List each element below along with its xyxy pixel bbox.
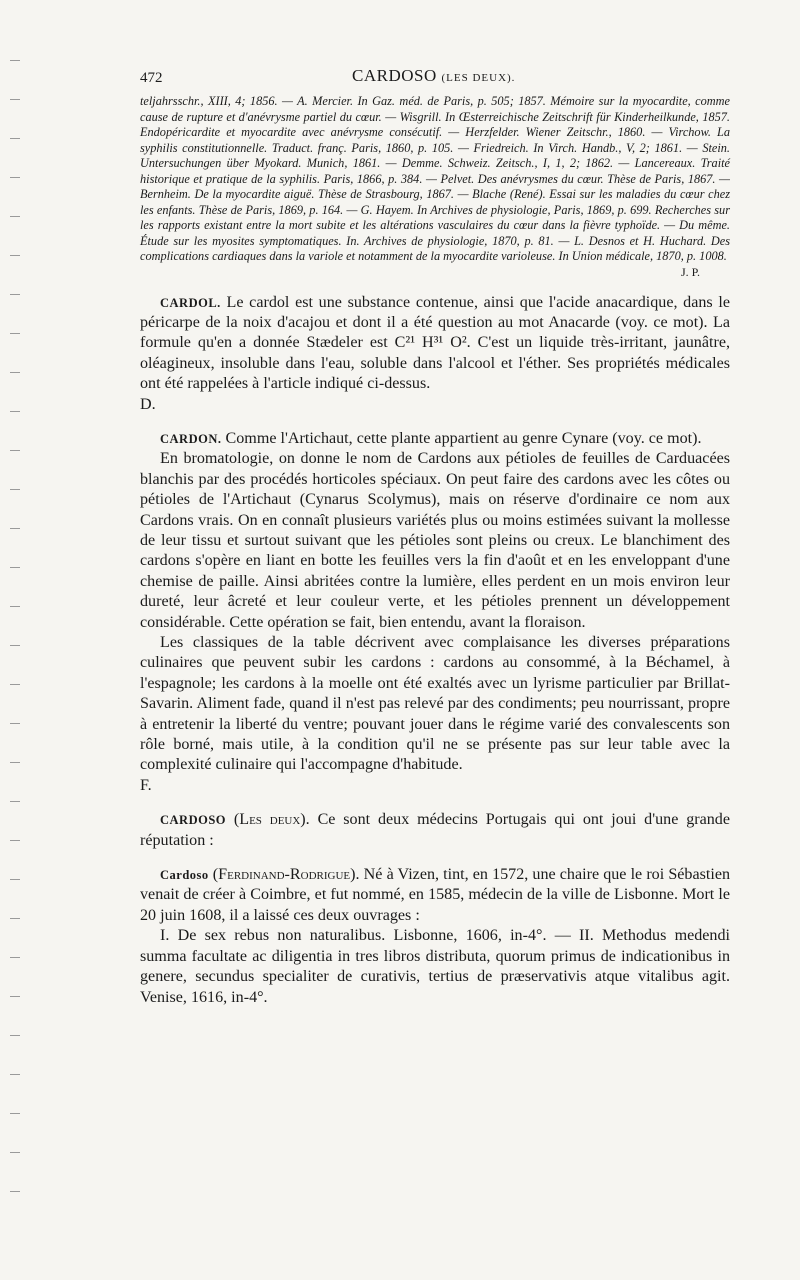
headword-cardoso-sub: (Les deux). [233,811,310,829]
entry-cardoso-ferdinand [140,865,730,1008]
cardon-paragraph-2: Les classiques de la table décrivent avec complaisance les diverses préparations culinaires que peuvent subir les cardons : cardons au consommé, à la Béchamel, à l'espagnole; les cardons à la moelle ont été exaltés avec un lyrisme particulier par Brillat-Savarin. Aliment fade, quand il n'est pas relevé par des condiments; peu nourrissant, propre à entretenir la liberté du ventre; pouvant jouer dans le régime varié des convalescents son rôle borné, mais utile, à la condition qu'il ne se présente pas sur leur table avec la complexité culinaire qui l'accompagne d'habitude. [140,634,730,774]
page [140,64,730,1008]
bibliography-continuation: teljahrsschr., XIII, 4; 1856. — A. Mercier. In Gaz. méd. de Paris, p. 505; 1857. Mémoire sur la myocardite, comme cause de rupture et d'anévrysme partiel du cœur. — Wisgrill. In Œsterreichische Zeitschrift für Kinderheilkunde, 1857. Endopéricardite et myocardite avec anévrysme consécutif. — Herzfelder. Wiener Zeitschr., 1860. — Virchow. La syphilis constitutionnelle. Traduct. franç. Paris, 1860, p. 105. — Friedreich. In Virch. Handb., V, 2; 1861. — Stein. Untersuchungen über Myokard. Munich, 1861. — Demme. Schweiz. Zeitsch., I, 1, 2; 1862. — Lancereaux. Traité historique et pratique de la syphilis. Paris, 1866, p. 384. — Pelvet. Des anévrysmes du cœur. Thèse de Paris, 1867. — Bernheim. De la myocardite aiguë. Thèse de Strasbourg, 1867. — Blache (René). Essai sur les maladies du cœur chez les enfants. Thèse de Paris, 1869, p. 164. — G. Hayem. In Archives de physiologie, Paris, 1869, p. 699. Recherches sur les rapports existant entre la mort subite et les altérations vasculaires du cœur dans la fièvre typhoïde. — Du même. Étude sur les myosites symptomatiques. In. Archives de physiologie, 1870, p. 81. — L. Desnos et H. Huchard. Des complications cardiaques dans la variole et notamment de la myocardite varioleuse. In Union médicale, 1870, p. 1008. [140,94,730,263]
bibliography-signature: J. P. [680,264,700,279]
cardon-intro: Comme l'Artichaut, cette plante appartient au genre Cynare (voy. ce mot). [225,429,702,447]
entry-cardon [140,429,730,796]
headword-cardoso-ferdinand: Cardoso [160,868,209,883]
margin-marks [10,60,24,1230]
page-number: 472 [140,70,163,86]
entry-cardoso [140,810,730,851]
entry-cardol [140,293,730,415]
headword-cardoso: CARDOSO [160,813,227,828]
running-title-main: CARDOSO [352,66,437,85]
cardol-signature: D. [140,395,156,413]
cardoso-text: Ce sont deux médecins Portugais qui ont joui d'une grande réputation : [140,811,730,849]
headword-cardoso-ferdinand-sub: (Ferdinand-Rodrigue). [212,866,360,884]
cardoso-ferdinand-works: I. De sex rebus non naturalibus. Lisbonne, 1606, in-4°. — II. Methodus medendi summa facultate ac diligentia in tres libros distributa, quorum primus de indicationibus in genere, secundus specialiter de curativis, tertius de præservativis atque vitalibus agit. Venise, 1616, in-4°. [140,927,730,1006]
page-header [140,64,730,88]
cardon-signature: F. [140,776,152,794]
headword-cardol: CARDOL. [160,295,221,310]
running-title-sub: (LES DEUX). [441,72,516,84]
headword-cardon: CARDON. [160,431,222,446]
cardon-paragraph-1: En bromatologie, on donne le nom de Cardons aux pétioles de feuilles de Carduacées blanchis par des procédés horticoles spéciaux. On peut faire des cardons avec les côtes ou pétioles de l'Artichaut (Cynarus Scolymus), mais on réserve d'ordinaire ce nom aux Cardons vrais. On en connaît plusieurs variétés plus ou moins estimées suivant la mollesse de leur tissu et surtout suivant que les pétioles sont pleins ou creux. Le blanchiment des cardons s'opère en liant en botte les feuilles vers la fin d'août et en les enveloppant d'une chemise de paille. Ainsi abritées contre la lumière, elles perdent en un mois environ leur dureté, leur âcreté et leur couleur verte, et les pétioles prennent un développement considérable. Cette opération se fait, bien entendu, avant la floraison. [140,450,730,631]
cardol-text: Le cardol est une substance contenue, ainsi que l'acide anacardique, dans le péricarpe de la noix d'acajou et dont il a été question au mot Anacarde (voy. ce mot). La formule qu'en a donnée Stædeler est C²¹ H³¹ O². C'est un liquide très-irritant, jaunâtre, oléagineux, insoluble dans l'eau, soluble dans l'alcool et l'éther. Ses propriétés médicales ont été rappelées à l'article indiqué ci-dessus. [140,293,730,393]
cardoso-ferdinand-text: Né à Vizen, tint, en 1572, une chaire que le roi Sébastien venait de créer à Coimbre, et fut nommé, en 1585, médecin de la ville de Lisbonne. Mort le 20 juin 1608, il a laissé ces deux ouvrages : [140,866,731,924]
running-title [352,66,515,86]
